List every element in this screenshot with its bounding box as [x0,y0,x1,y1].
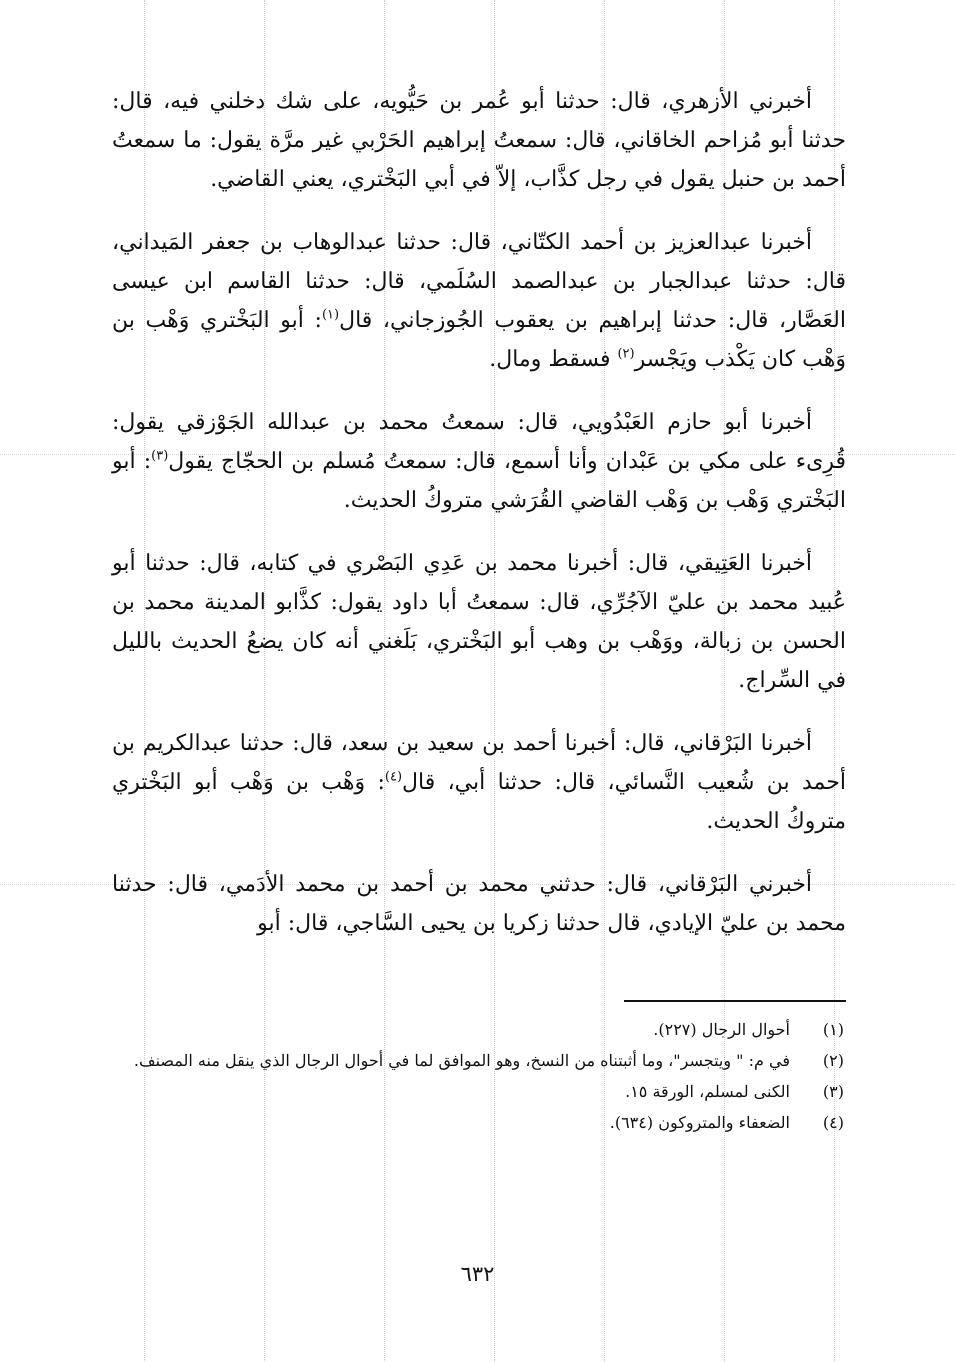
paragraph-1 [112,82,846,199]
paragraph-text: فسقط ومال. [489,347,618,372]
footnote-number: (٤) [822,1113,844,1132]
footnote-number: (٣) [822,1082,844,1101]
footnote-ref-3: (٣) [151,448,169,464]
page-number: ٦٣٢ [460,1262,495,1286]
paragraph-text: أخبرنا البَرْقاني، قال: أخبرنا أحمد بن سعيد بن سعد، قال: حدثنا عبدالكريم بن أحمد بن شُعيب النَّسائي، قال: حدثنا أبي، قال [112,731,846,795]
footnote-text: في م: " ويتجسر"، وما أثبتناه من النسخ، وهو الموافق لما في أحوال الرجال الذي ينقل منه المصنف. [133,1051,790,1070]
paragraph-6 [112,865,846,943]
paragraph-text: : أبو البَخْتري وَهْب بن وَهْب كان يَكْذب ويَجْسر [112,308,846,372]
footnote-text: الضعفاء والمتروكون (٦٣٤). [609,1113,790,1132]
footnote-item [130,1016,844,1043]
paragraph-text: : أبو البَخْتري وَهْب بن وَهْب القاضي القُرَشي متروكُ الحديث. [112,449,846,513]
paragraph-text: أخبرنا عبدالعزيز بن أحمد الكتّاني، قال: حدثنا عبدالوهاب بن جعفر المَيداني، قال: حدثنا عبدالجبار بن عبدالصمد السُلَمي، قال: حدثنا القاسم ابن عيسى العَصَّار، قال: حدثنا إبراهيم بن يعقوب الجُوزجاني، قال [112,230,846,333]
main-text [112,82,846,967]
footnote-ref-2: (٢) [617,346,635,362]
paragraph-2 [112,223,846,379]
paragraph-3 [112,403,846,520]
footnote-ref-4: (٤) [384,769,403,785]
paragraph-text: : وَهْب بن وَهْب أبو البَخْتري متروكُ الحديث. [112,770,846,834]
footnote-separator [624,1000,846,1002]
footnote-text: أحوال الرجال (٢٢٧). [653,1020,790,1039]
footnote-number: (١) [822,1020,844,1039]
paragraph-text: أخبرني الأزهري، قال: حدثنا أبو عُمر بن حَيُّويه، على شك دخلني فيه، قال: حدثنا أبو مُزاحم الخاقاني، قال: سمعتُ إبراهيم الحَرْبي غير مرَّة يقول: ما سمعتُ أحمد بن حنبل يقول في رجل كذَّاب، إلاّ في أبي البَخْتري، يعني القاضي. [112,89,846,192]
footnote-item [130,1047,844,1074]
footnotes [130,1016,844,1140]
paragraph-4 [112,544,846,700]
footnote-item [130,1078,844,1105]
footnote-text: الكنى لمسلم، الورقة ١٥. [625,1082,790,1101]
paragraph-text: أخبرنا العَتِيقي، قال: أخبرنا محمد بن عَدِي البَصْري في كتابه، قال: حدثنا أبو عُبيد محمد بن عليّ الآجُرِّي، قال: سمعتُ أبا داود يقول: كذَّابو المدينة محمد بن الحسن بن زبالة، ووَهْب بن وهب أبو البَخْتري، بَلَغني أنه كان يضعُ الحديث بالليل في السِّراج. [112,551,846,693]
footnote-number: (٢) [822,1051,844,1070]
footnote-item [130,1109,844,1136]
paragraph-5 [112,724,846,841]
footnote-ref-1: (١) [321,307,340,323]
paragraph-text: أخبرني البَرْقاني، قال: حدثني محمد بن أحمد بن محمد الأدَمي، قال: حدثنا محمد بن عليّ الإيادي، قال حدثنا زكريا بن يحيى السَّاجي، قال: أبو [112,872,846,936]
paragraph-text: أخبرنا أبو حازم العَبْدُويي، قال: سمعتُ محمد بن عبدالله الجَوْزقي يقول: قُرِىء على مكي بن عَبْدان وأنا أسمع، قال: سمعتُ مُسلم بن الحجّاج يقول [112,410,846,474]
